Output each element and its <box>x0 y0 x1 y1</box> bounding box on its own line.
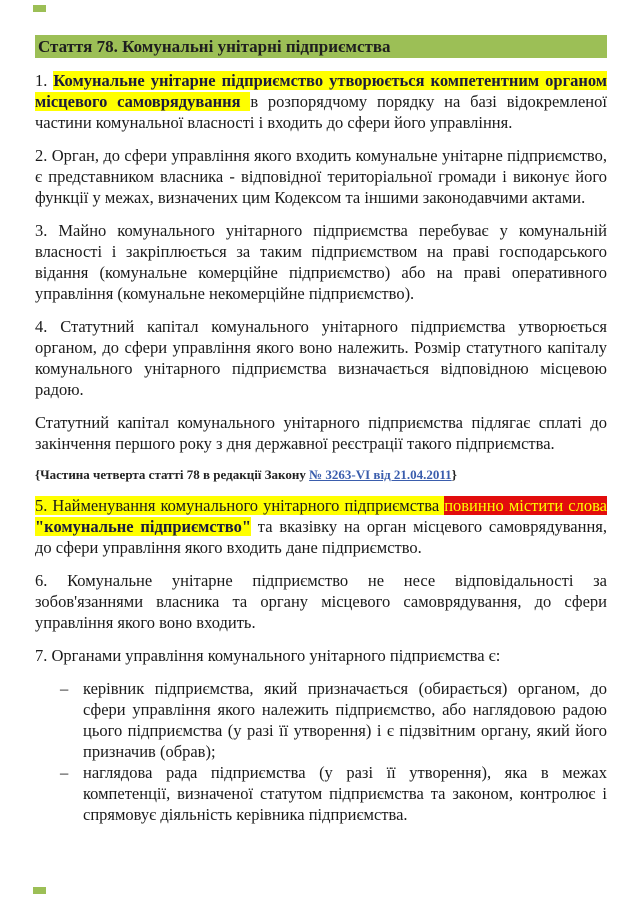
revision-note-suffix: } <box>451 467 457 482</box>
paragraph-7: 7. Органами управління комунального унітарного підприємства є: <box>35 646 501 665</box>
paragraph-6: 6. Комунальне унітарне підприємство не несе відповідальності за зобов'язаннями власника та органу місцевого самоврядування, до сфери управління якого воно входить. <box>35 571 607 632</box>
paragraph-5-quoted-term: "комунальне підприємство" <box>35 517 252 536</box>
management-bodies-list <box>35 678 607 825</box>
dash-marker: – <box>60 763 69 782</box>
paragraph-4: 4. Статутний капітал комунального унітарного підприємства утворюється органом, до сфери управління якого воно належить. Розмір статутного капіталу комунального унітарного підприємства визначається відповідною місцевою радою. <box>35 317 607 399</box>
paragraph-2: 2. Орган, до сфери управління якого входить комунальне унітарне підприємство, є представником власника - відповідної територіальної громади і виконує його функції у межах, визначених цим Кодексом та іншими законодавчими актами. <box>35 146 607 207</box>
revision-note <box>35 466 607 483</box>
page-break-marker-bottom <box>33 887 46 894</box>
law-reference-link[interactable]: № 3263-VI від 21.04.2011 <box>309 467 452 482</box>
list-item-text: наглядова рада підприємства (у разі її утворення), яка в межах компетенції, визначеної статутом підприємства та законом, контролює і спрямовує діяльність керівника підприємства. <box>83 763 607 824</box>
list-item <box>35 762 607 825</box>
article-title-bar: Стаття 78. Комунальні унітарні підприємства <box>35 35 607 58</box>
revision-note-prefix: {Частина четверта статті 78 в редакції Закону <box>35 467 310 482</box>
paragraph-1 <box>35 70 607 133</box>
list-item-text: керівник підприємства, який призначається (обирається) органом, до сфери управління якого належить підприємство, або наглядовою радою цього підприємства (у разі її утворення) і є підзвітним органу, який його призначив (обрав); <box>83 679 607 761</box>
paragraph-4-continued: Статутний капітал комунального унітарного підприємства підлягає сплаті до закінчення першого року з дня державної реєстрації такого підприємства. <box>35 413 607 453</box>
paragraph-1-highlight: Комунальне унітарне підприємство утворюється компетентним органом місцевого самоврядування <box>35 71 608 111</box>
paragraph-5-text: та вказівку на орган місцевого самоврядування, до сфери управління якого входить дане підприємство. <box>35 517 607 557</box>
paragraph-5 <box>35 495 607 558</box>
paragraph-3: 3. Майно комунального унітарного підприємства перебуває у комунальній власності і закріплюється за таким підприємством на праві господарського відання (комунальне комерційне підприємство) або на праві оперативного управління (комунальне некомерційне підприємство). <box>35 221 607 303</box>
document-page <box>35 35 607 825</box>
list-item <box>35 678 607 762</box>
paragraph-1-text: в розпорядчому порядку на базі відокремленої частини комунальної власності і входить до сфери його управління. <box>35 92 607 132</box>
dash-marker: – <box>60 679 69 698</box>
paragraph-1-number: 1. <box>35 71 54 90</box>
page-break-marker-top <box>33 5 46 12</box>
paragraph-5-red-highlight: повинно містити слова <box>444 496 608 515</box>
paragraph-5-yellow-highlight: 5. Найменування комунального унітарного підприємства <box>35 496 445 515</box>
